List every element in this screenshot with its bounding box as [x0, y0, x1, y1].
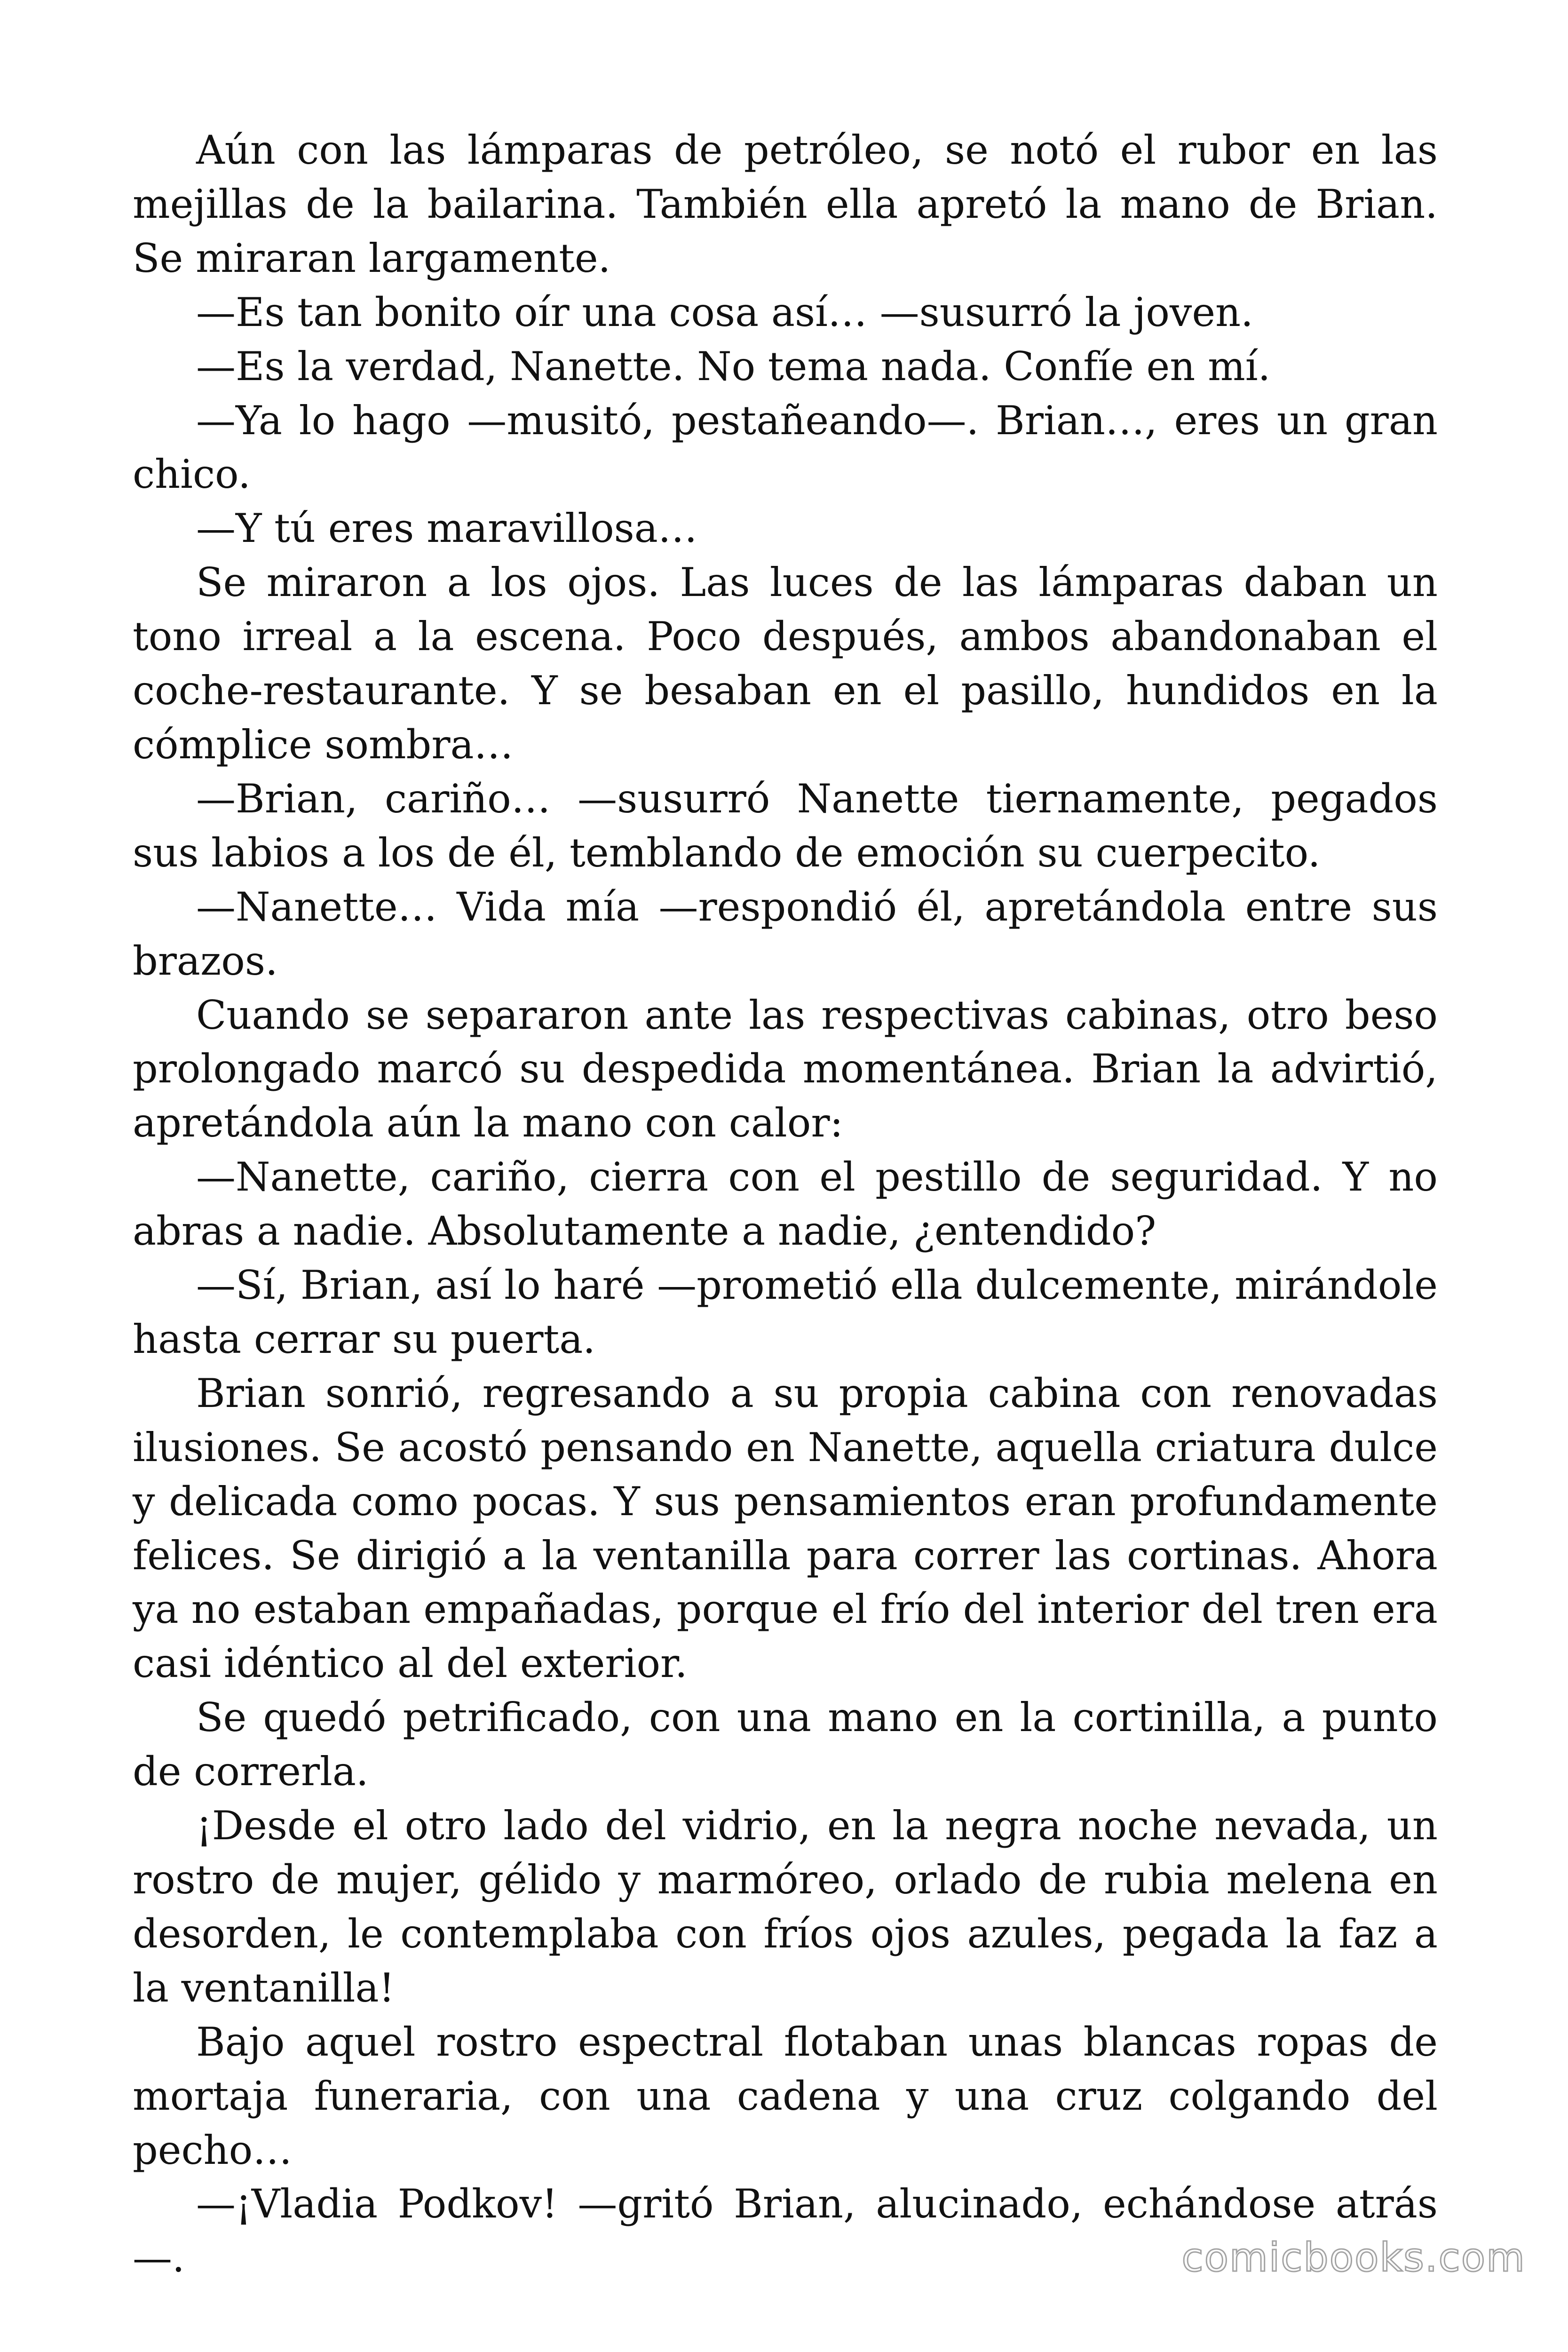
paragraph: ¡Desde el otro lado del vidrio, en la negra noche nevada, un rostro de mujer, gélido y marmóreo, orlado de rubia melena en desorden, le contemplaba con fríos ojos azules, pegada la faz a la ventanilla!	[133, 1803, 1438, 2011]
paragraph: Cuando se separaron ante las respectivas cabinas, otro beso prolongado marcó su despedida momentánea. Brian la advirtió, apretándola aún la mano con calor:	[133, 992, 1438, 1146]
body-text	[133, 123, 1438, 2285]
paragraph: —Sí, Brian, así lo haré —prometió ella dulcemente, mirándole hasta cerrar su puerta.	[133, 1262, 1438, 1362]
paragraph: —Ya lo hago —musitó, pestañeando—. Brian…, eres un gran chico.	[133, 397, 1438, 498]
paragraph: Bajo aquel rostro espectral flotaban unas blancas ropas de mortaja funeraria, con una cadena y una cruz colgando del pecho…	[133, 2018, 1438, 2173]
watermark: comicbooks.com	[1181, 2234, 1526, 2280]
paragraph: Brian sonrió, regresando a su propia cabina con renovadas ilusiones. Se acostó pensando en Nanette, aquella criatura dulce y delicada como pocas. Y sus pensamientos eran profundamente felices. Se dirigió a la ventanilla para correr las cortinas. Ahora ya no estaban empañadas, porque el frío del interior del tren era casi idéntico al del exterior.	[133, 1370, 1438, 1687]
paragraph: Aún con las lámparas de petróleo, se notó el rubor en las mejillas de la bailarina. También ella apretó la mano de Brian. Se miraran largamente.	[133, 127, 1438, 281]
paragraph: —Y tú eres maravillosa…	[196, 505, 697, 552]
paragraph: —Es la verdad, Nanette. No tema nada. Confíe en mí.	[196, 343, 1271, 389]
paragraph: —¡Vladia Podkov! —gritó Brian, alucinado, echándose atrás—.	[133, 2181, 1438, 2281]
paragraph: —Brian, cariño… —susurró Nanette tiernamente, pegados sus labios a los de él, temblando de emoción su cuerpecito.	[133, 775, 1438, 876]
paragraph: —Es tan bonito oír una cosa así… —susurró la joven.	[196, 289, 1253, 335]
paragraph: —Nanette… Vida mía —respondió él, apretándola entre sus brazos.	[133, 883, 1438, 984]
paragraph: Se quedó petrificado, con una mano en la cortinilla, a punto de correrla.	[133, 1694, 1438, 1795]
paragraph: —Nanette, cariño, cierra con el pestillo de seguridad. Y no abras a nadie. Absolutamente a nadie, ¿entendido?	[133, 1154, 1438, 1255]
paragraph: Se miraron a los ojos. Las luces de las lámparas daban un tono irreal a la escena. Poco después, ambos abandonaban el coche-restaurante. Y se besaban en el pasillo, hundidos en la cómplice sombra…	[133, 559, 1438, 768]
